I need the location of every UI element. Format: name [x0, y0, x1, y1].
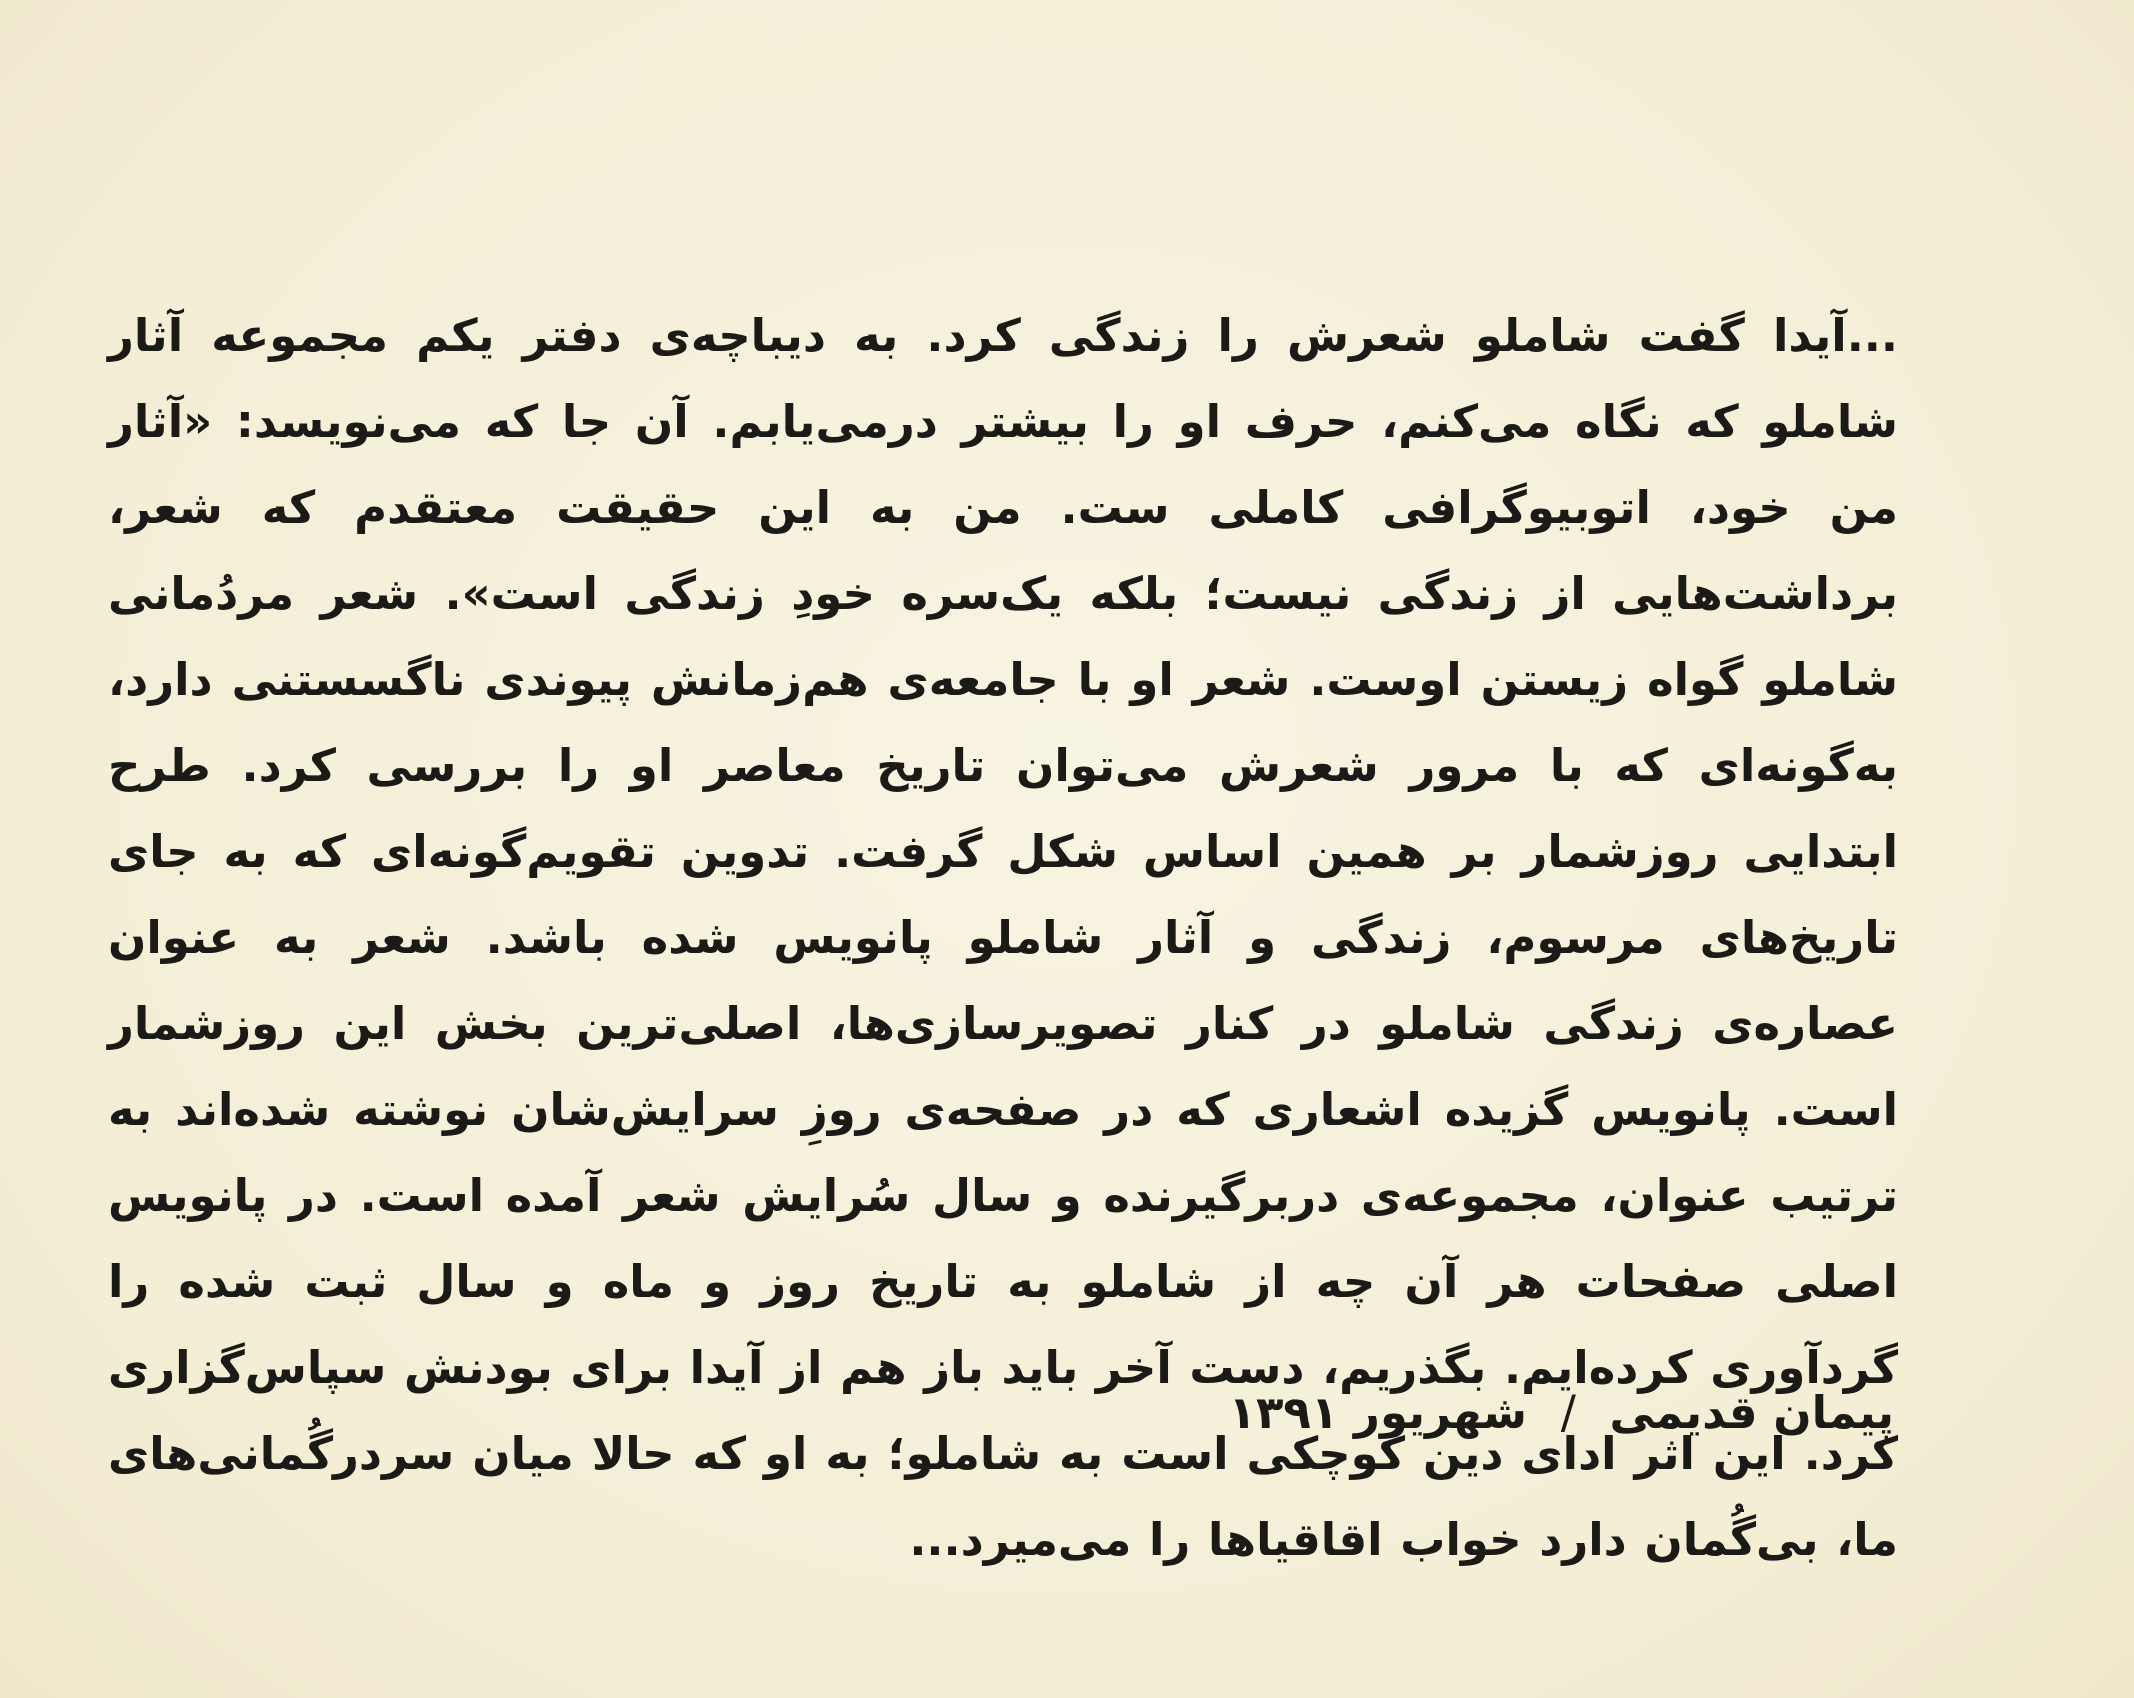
signature-separator: / — [1560, 1386, 1576, 1439]
signature-date: شهریور ۱۳۹۱ — [1228, 1386, 1528, 1439]
preface-paragraph: ...آیدا گفت شاملو شعرش را زندگی کرد. به دیباچه‌ی دفتر یکم مجموعه آثار شاملو که نگاه می‌کنم، حرف او را بیشتر درمی‌یابم. آن جا که می‌نویسد: «آثار من خود، اتوبیوگرافی کاملی ست. من به این حقیقت معتقدم که شعر، برداشت‌هایی از زندگی نیست؛ بلکه یک‌سره خودِ زندگی است». شعر مردُمانی شاملو گواه زیستن اوست. شعر او با جامعه‌ی هم‌زمانش پیوندی ناگسستنی دارد، به‌گونه‌ای که با مرور شعرش می‌توان تاریخ معاصر او را بررسی کرد. طرح ابتدایی روزشمار بر همین اساس شکل گرفت. تدوین تقویم‌گونه‌ای که به جای تاریخ‌های مرسوم، زندگی و آثار شاملو پانویس شده باشد. شعر به عنوان عصاره‌ی زندگی شاملو در کنار تصویرسازی‌ها، اصلی‌ترین بخش این روزشمار است. پانویس گزیده اشعاری که در صفحه‌ی روزِ سرایش‌شان نوشته شده‌اند به ترتیب عنوان، مجموعه‌ی دربرگیرنده و سال سُرایش شعر آمده است. در پانویس اصلی صفحات هر آن چه از شاملو به تاریخ روز و ماه و سال ثبت شده را گردآوری کرده‌ایم. بگذریم، دست آخر باید باز هم از آیدا برای بودنش سپاس‌گزاری کرد. این اثر ادای دین کوچکی است به شاملو؛ به او که حالا میان سردرگُمانی‌های ما، بی‌گُمان دارد خواب اقاقیاها را می‌میرد... — [108, 309, 1898, 1566]
author-name: پیمان قدیمی — [1609, 1386, 1894, 1439]
signature-line — [1229, 1370, 1895, 1456]
